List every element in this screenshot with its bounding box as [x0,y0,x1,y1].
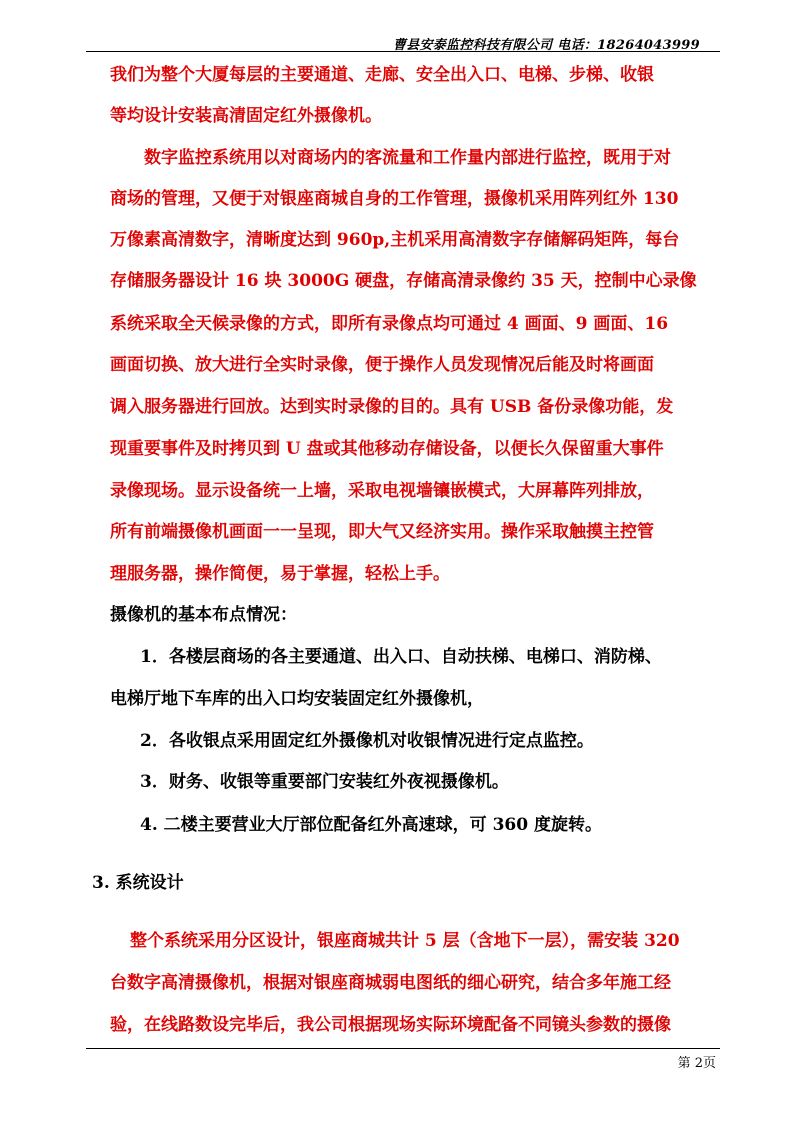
header-divider [86,51,720,52]
body-line: 商场的管理，又便于对银座商城自身的工作管理，摄像机采用阵列红外 130 [110,189,679,209]
body-line: 所有前端摄像机画面一一呈现，即大气又经济实用。操作采取触摸主控管 [110,522,654,542]
page-number: 第 2页 [677,1056,716,1071]
body-line: 理服务器，操作简便，易于掌握，轻松上手。 [110,564,450,584]
body-line: 整个系统采用分区设计，银座商城共计 5 层（含地下一层），需安装 320 [130,931,680,951]
list-item: 1．各楼层商场的各主要通道、出入口、自动扶梯、电梯口、消防梯、 [140,647,662,667]
body-line: 系统采取全天候录像的方式，即所有录像点均可通过 4 画面、9 画面、16 [110,314,669,334]
list-item-continuation: 电梯厅地下车库的出入口均安装固定红外摄像机， [110,689,484,709]
body-line: 台数字高清摄像机，根据对银座商城弱电图纸的细心研究，结合多年施工经 [110,973,671,993]
body-line: 调入服务器进行回放。达到实时录像的目的。具有 USB 备份录像功能，发 [110,397,674,417]
footer-divider [86,1048,720,1049]
body-line: 我们为整个大厦每层的主要通道、走廊、安全出入口、电梯、步梯、收银 [110,65,654,85]
subheading: 摄像机的基本布点情况： [110,605,297,625]
list-item: 4. 二楼主要营业大厅部位配备红外高速球，可 360 度旋转。 [140,815,602,835]
body-line: 现重要事件及时拷贝到 U 盘或其他移动存储设备，以便长久保留重大事件 [110,439,664,459]
section-heading: 3. 系统设计 [92,873,184,893]
list-item: 2．各收银点采用固定红外摄像机对收银情况进行定点监控。 [140,731,594,751]
body-line: 存储服务器设计 16 块 3000G 硬盘，存储高清录像约 35 天，控制中心录像 [110,271,697,291]
body-line: 录像现场。显示设备统一上墙，采取电视墙镶嵌模式，大屏幕阵列排放， [110,481,654,501]
body-line: 万像素高清数字，清晰度达到 960p,主机采用高清数字存储解码矩阵，每台 [110,230,680,250]
body-line: 等均设计安装高清固定红外摄像机。 [110,106,382,126]
body-line: 数字监控系统用以对商场内的客流量和工作量内部进行监控，既用于对 [144,148,671,168]
body-line: 验，在线路数设完毕后，我公司根据现场实际环境配备不同镜头参数的摄像 [110,1015,671,1035]
list-item: 3．财务、收银等重要部门安装红外夜视摄像机。 [140,772,509,792]
document-header: 曹县安泰监控科技有限公司 电话：18264043999 [392,38,700,53]
body-line: 画面切换、放大进行全实时录像，便于操作人员发现情况后能及时将画面 [110,355,654,375]
